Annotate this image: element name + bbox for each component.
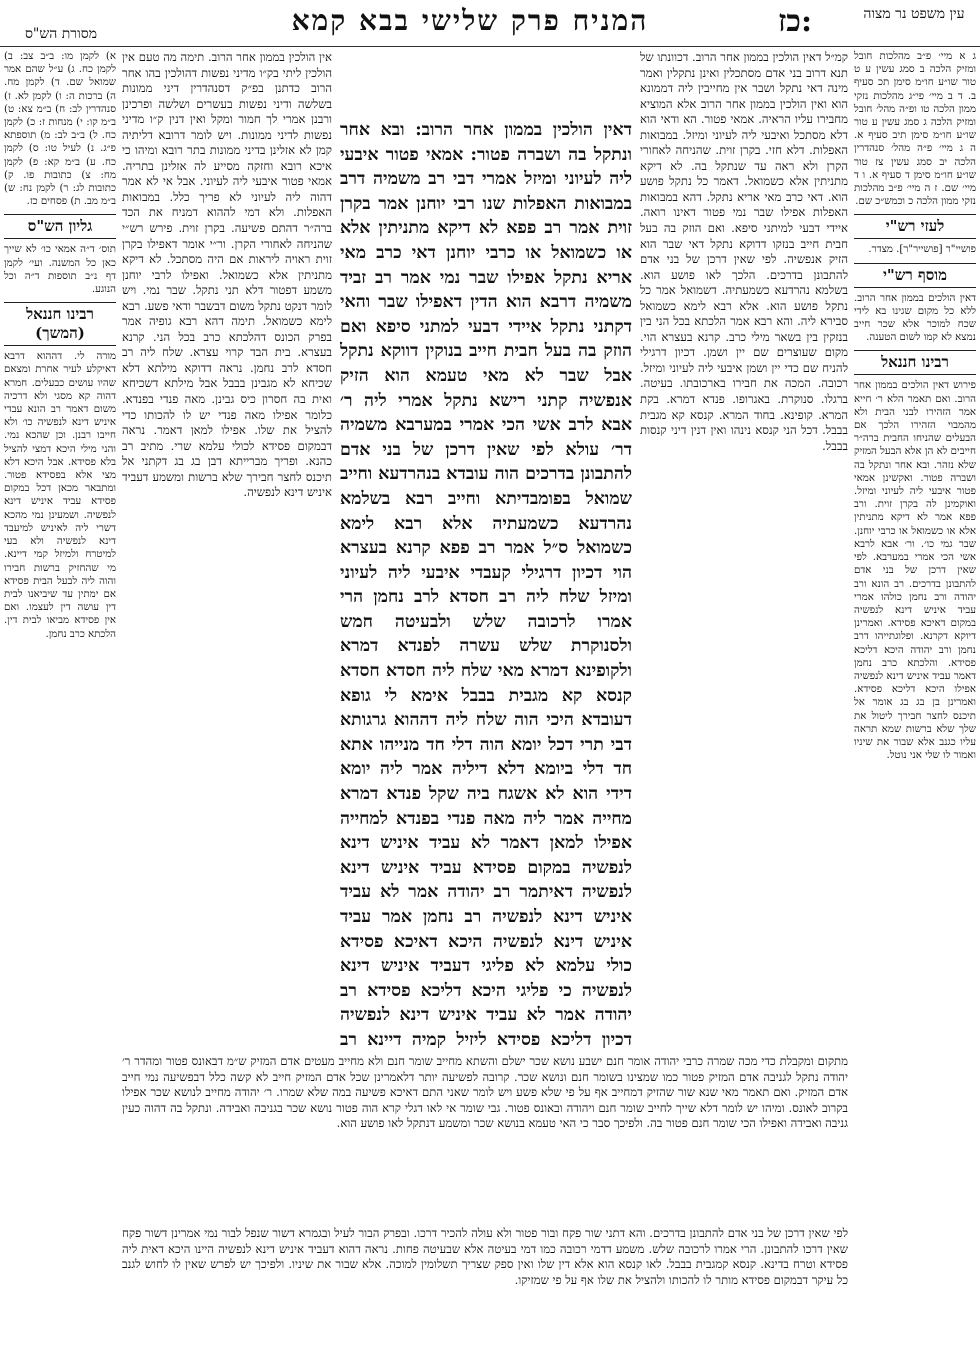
bottom-commentary (122, 1054, 848, 1220)
tosafot-commentary (122, 50, 332, 1050)
page-title: המניח פרק שלישי בבא קמא (291, 4, 649, 37)
header-rule (0, 46, 980, 47)
chananel-continuation-text: מורה לי. דההוא דרבא דאיקלע לעיר אחרת ומצאם שהיו עושים כבעלים. חמרא דהוה קא מסגי ולא דרכיה משום דאמר רב הונא עבדי איניש דינא לנפשיה כו׳ ולא חייבו רבנן. וכן שהכא נמי. והני מילי היכא דמצי להציל בלא פסידא. אבל היכא דלא מצי אלא בפסידא פטור. ומתבאר מכאן דכל במקום פסידא עביד איניש דינא לנפשיה. ושמעינן נמי מהכא דשרי ליה לאיניש למיעבד דינא לנפשיה ולא בעי למיטרח ולמיזל קמי דיינא. מי שהחזיק ברשות חבירו והוה ליה לבעל הבית פסידא אם ימתין עד שיביאנו לבית דין עושה דין לעצמו. ואם אין פסידא מביאו לבית דין. הלכתא כרב נחמן. (4, 351, 116, 640)
gilyon-hashas-heading: גליון הש"ס (4, 214, 116, 239)
masoret-hashas-label: מסורת הש"ס (24, 26, 98, 42)
bottom-commentary-2 (122, 1226, 848, 1360)
left-margin-column (4, 50, 116, 1360)
page-header (0, 4, 980, 44)
rabbeinu-chananel-text: פירוש דאין הולכים בממון אחר הרוב. ואם תאמר הלא ר׳ חייא אמר הזהירו לבני הבית ולא מהמבוי הזהירו הלכך אם הבעלים שהניחו החבית ברה״ר חייבים לא הן אלא הבעל המזיק שלא נזהר. ובא אחר ונתקל בה ושברה פטור. ואקשינן אמאי פטור איבעי ליה לעיוני ומיזל. ואוקמינן לה בקרן זוית. ורב פפא אמר לא דיקא מתניתין אלא או כשמואל או כרבי יוחנן. שבר גמי כו׳. ור׳ אבא לרבא אשי הכי אמרי במערבא. לפי שאין דרכן של בני אדם להתבונן בדרכים. רב הונא ורב יהודה ורב נחמן כולהו אמרי עביד איניש דינא לנפשיה במקום דאיכא פסידא. ואמרינן דיוקא דקרנא. ופלוגתייהו דרב נחמן ורב יהודה היכא דליכא פסידא. והלכתא כרב נחמן דאמר עביד איניש דינא לנפשיה אפילו היכא דליכא פסידא. ואמרינן בן בג בג אומר אל תיכנס לחצר חבירך ליטול את שלך שלא ברשות שמא תראה עליו כגנב אלא שבור את שיניו ואמור לו שלי אני נוטל. (854, 380, 976, 762)
tosafot-text: אין הולכין בממון אחר הרוב. תימה מה טעם אין הולכין ליתי בק״ו מדיני נפשות דהולכין בהו אחר הרוב כדתנן בפ״ק דסנהדרין דיני ממונות בשלשה ודיני נפשות בעשרים ושלשה ופרכינן ורבנן אמרי לך חמור ומקל ואין דנין ק״ו מדיני נפשות לדיני ממונות. ויש לומר דרובא דליתיה קמן לא אזלינן בדיני ממונות בתר רובא ומיהו כי איכא רובא וחזקה מסייע לה אזלינן בתריה. אמאי פטור איבעי ליה לעיוני. אבל אי לא אמר דהוה ליה לעיוני לא פריך כלל. במבואות האפלות. ולא דמי לההוא דמניח את הכד ברה״ר דהתם פשיעה. בקרן זוית. פירש רש״י שהניחה לאחורי הקרן. ור״י אומר דאפילו בקרן זוית ראויה ליראות אם היה מסתכל. לא דיקא מתניתין אלא כשמואל. ואפילו לרבי יוחנן משמע דפטור דלא תני נתקל. שבר נמי. ויש לומר דנקט נתקל משום דבשבר ודאי פשע. רבא לימא כשמואל. תימה דהא רבא גופיה אמר בפרק הכונס דהלכתא כרב בכל הני. קרנא בעצרא. בית הבד קרוי עצרא. שלח ליה רב חסדא לרב נחמן. נראה דדוקא מילתא דלא שכיחא לא מגבינן בבבל אבל מילתא דשכיחא ואית בה חסרון כיס גבינן. מאה פנדי בפנדא. כלומר אפילו מאה פנדי יש לו להכותו כדי להציל את שלו. אפילו למאן דאמר. נראה דבמקום פסידא לכולי עלמא שרי. מתיב רב כהנא. ופריך מברייתא דבן בג בג דקתני אל תיכנס לחצר חבירך שלא ברשות ומשמע דעביד איניש דינא לנפשיה. (122, 50, 332, 500)
rashi-commentary (640, 50, 848, 1050)
musaf-rashi-heading: מוסף רש"י (854, 263, 976, 288)
rabbeinu-chananel-heading: רבינו חננאל (854, 350, 976, 375)
lekaish-rashi-heading: לעזי רש"י (854, 214, 976, 239)
daf-number: כז: (777, 4, 813, 39)
lekaish-rashi-text: פושיי"ר [פושייר"ר]. מצדר. (868, 244, 976, 256)
bottom-commentary-2-text: לפי שאין דרכן של בני אדם להתבונן בדרכים. והא דתני שור פקח ובור פטור ולא עולה להכיר דרכו. ובפרק הבור לעיל ובגמרא דשור שנפל לבור נמי אמרינן דשור פקח שאין דרכו להתבונן. הרי אמרו לרכובה שלש. משמע דדמי רכובה כמו דמי בעיטה אלא שבעיטה פחות. נראה דהוא דעביד איניש דינא לנפשיה היינו היכא דאית ליה פסידא וטרח בדינא. קנסא קמגבית בבבל. לאו קנסא הוא אלא דין שלו ואין ספק שצריך תשלומין למוכה. אלא שבור את שיניו. ולפיכך יש לפרש שאין לו לחוש לגנב כל עיקר דבמקום פסידא מותר לו להכותו ולהציל את שלו אף על פי שמזיקו. (122, 1226, 848, 1287)
gemara-text: דאין הולכין בממון אחר הרוב: ובא אחר ונתקל בה ושברה פטור: אמאי פטור איבעי ליה לעיוני ומיזל אמרי דבי רב משמיה דרב במבואות האפלות שנו רבי יוחנן אמר בקרן זוית אמר רב פפא לא דיקא מתניתין אלא או כשמואל או כרבי יוחנן דאי כרב מאי אריא נתקל אפילו שבר נמי אמר רב זביד משמיה דרבא הוא הדין דאפילו שבר והאי דקתני נתקל איידי דבעי למתני סיפא ואם הוזק בה בעל חבית חייב בנוקין דווקא נתקל אבל שבר לא מאי טעמא הוא הזיק אנפשיה קתני רישא נתקל אמרי ליה ר׳ אבא לרב אשי הכי אמרי במערבא משמיה דר׳ עולא לפי שאין דרכן של בני אדם להתבונן בדרכים הוה עובדא בנהרדעא וחייב שמואל בפומבדיתא וחייב רבא בשלמא נהרדעא כשמעתיה אלא רבא לימא כשמואל ס״ל אמר רב פפא קרנא בעצרא הוי דכיון דרגילי קעבדי איבעי ליה לעיוני ומיזל שלח ליה רב חסדא לרב נחמן הרי אמרו לרכובה שלש ולבעיטה חמש ולסנוקרת שלש עשרה לפנדא דמרא ולקופינא דמרא מאי שלח ליה חסדא חסדא קנסא קא מגבית בבבל אימא לי גופא דעובדא היכי הוה שלח ליה דההוא גרגותא דבי תרי דכל יומא הוה דלי חד מנייהו אתא חד דלי ביומא דלא דיליה אמר ליה יומא דידי הוא לא אשגח ביה שקל פנדא דמרא מחייה אמר ליה מאה פנדי בפנדא למחייה אפילו למאן דאמר לא עביד איניש דינא לנפשיה במקום פסידא עביד איניש דינא לנפשיה דאיתמר רב יהודה אמר לא עביד איניש דינא לנפשיה רב נחמן אמר עביד איניש דינא לנפשיה היכא דאיכא פסידא כולי עלמא לא פליגי דעביד איניש דינא לנפשיה כי פליגי היכא דליכא פסידא רב יהודה אמר לא עביד איניש דינא לנפשיה דכיון דליכא פסידא ליזיל קמיה דיינא רב (340, 120, 632, 1048)
ein-mishpat-label: עין משפט נר מצוה (863, 6, 965, 22)
bottom-commentary-text: מתקום ומקבלת כדי מכה שמרה כרבי יהודה אומר חנם ישבע נושא שכר ישלם והשתא מחייב שומר חנם ולא מחייב מעטים אדם המזיק ש״מ דבאונס פטור ומהדר ר׳ יהודה נתקל לגניבה אדם המזיק פטור כמו שמצינו בשומר חנם ונושא שכר. קרובה לפשיעה יותר דלאמרינן שכל אדם המזיק חייב לא קשה כלל דבפשיעה נמי חייב אדם המזיק. ואם תאמר מאי שנא שור שהזיק דמחייב אף על פי שלא פשע ויש לומר שאני התם דאיכא פשיעה במה שלא שמרו. ר׳ יהודה מחייב לנושא שכר אפילו בקרוב לאונס. ומיהו יש לומר דלא שייך לחייב שומר חנם ויהודה ובאונס פטור. גבי שומר אי לאו דגלי קרא הוה פטור נושא שכר בגניבה ואבידה. ונתקל בה דהוה כעין גניבה ואבידה ואפילו הכי שומר חנם פטור בה. ולפיכך סבר כי האי טעמא בנושא שכר ומשמע דנתקל לאו פושע הוא. (122, 1054, 848, 1131)
gilyon-hashas-text: תוס׳ ד״ה אמאי כו׳ לא שייך כאן כל המשנה. ועי׳ לקמן דף נ״ב תוספות ד״ה וכל הנוגע. (4, 244, 116, 296)
rashi-text: קמ״ל דאין הולכין בממון אחר הרוב. דכוונתו של תנא דרוב בני אדם מסתכלין ואינן נתקלין ואמר מינה דאי נתקל ושבר אין מחייבין ליה דממונא הוא ואין הולכין בממון אחר הרוב אלא המוציא מחבירו עליו הראיה. אמאי פטור. הא ודאי הוא דלא מסתכל ואיבעי ליה לעיוני ומיזל. במבואות האפלות. דלא חזי. בקרן זוית. שהניחה לאחורי הקרן ולא ראה עד שנתקל בה. לא דיקא מתניתין אלא כשמואל. דאמר כל נתקל פושע הוא. דאי כרב מאי אריא נתקל. דהא במבואות האפלות אפילו שבר נמי פטור דאינו רואה. איידי דבעי למיתני סיפא. ואם הוזק בה בעל חבית חייב בנזקו דדוקא נתקל דאי שבר הוא הזיק אנפשיה. לפי שאין דרכן של בני אדם להתבונן בדרכים. הלכך לאו פושע הוא. בשלמא נהרדעא כשמעתיה. דשמואל אמר כל נתקל פושע הוא. אלא רבא לימא כשמואל סבירא ליה. והא רבא אמר הלכתא בכל הני בין בנזקין בין בשאר מילי כרב. קרנא בעצרא הוי. מקום שעוצרים שם יין ושמן. דכיון דרגילי להניח שם כדי יין ושמן איבעי ליה לעיוני ומיזל. רכובה. המכה את חבירו בארכובתו. בעיטה. ברגלו. סנוקרת. באגרופו. פנדא דמרא. בקת המרא. קופינא. בחוד המרא. קנסא קא מגבית בבבל. דכל הני קנסא נינהו ואין דנין דיני קנסות בבבל. (640, 50, 848, 453)
musaf-rashi-text: דאין הולכים בממון אחר הרוב. ללא כל מקום שגינו בא לידי שכח למוכר אלא שכר חייב נמצא לא קמו לשום הטענה. (854, 292, 976, 344)
chananel-continuation-heading: רבינו חננאל (המשך) (4, 302, 116, 346)
masoret-text: א) לקמן מו: ב״ב צב: ב) לקמן כח. ג) ע״ל שהם אמר שמואל שם. ד) לקמן מח. ה) ברכות ה: ו) לקמן לא. ז) סנהדרין לב: ח) ב״מ צא: ט) ב״מ קו: י) מנחות ז: כ) לקמן כח. ל) ב״ב לב: מ) תוספתא פ״ג. נ) לעיל טו: ס) לקמן כח. ע) ב״מ קא: פ) לקמן מח: צ) כתובות פו. ק) כתובות לג: ר) לקמן נח: ש) ב״מ מב. ת) פסחים כז. (4, 51, 116, 208)
gemara-main-text (340, 118, 632, 1048)
ein-mishpat-text: ג א מיי׳ פ״ב מהלכות חובל ומזיק הלכה ב סמג עשין ע ט טור שו״ע חו״מ סימן תכ סעיף ב. ד ב מיי׳ פי״ג מהלכות נזקי ממון הלכה טו ופ״ה מהל׳ חובל ומזיק הלכה ג סמג עשין ע טור שו״ע חו״מ סימן תיב סעיף א. ה ג מיי׳ פ״ה מהל׳ סנהדרין הלכה יב סמג עשין צז טור שו״ע חו״מ סימן ד סעיף א. ו ד מיי׳ שם. ז ה מיי׳ פ״ב מהלכות נזקי ממון הלכה כ וכמש״כ שם. (854, 51, 976, 208)
right-margin-column (854, 50, 976, 1360)
